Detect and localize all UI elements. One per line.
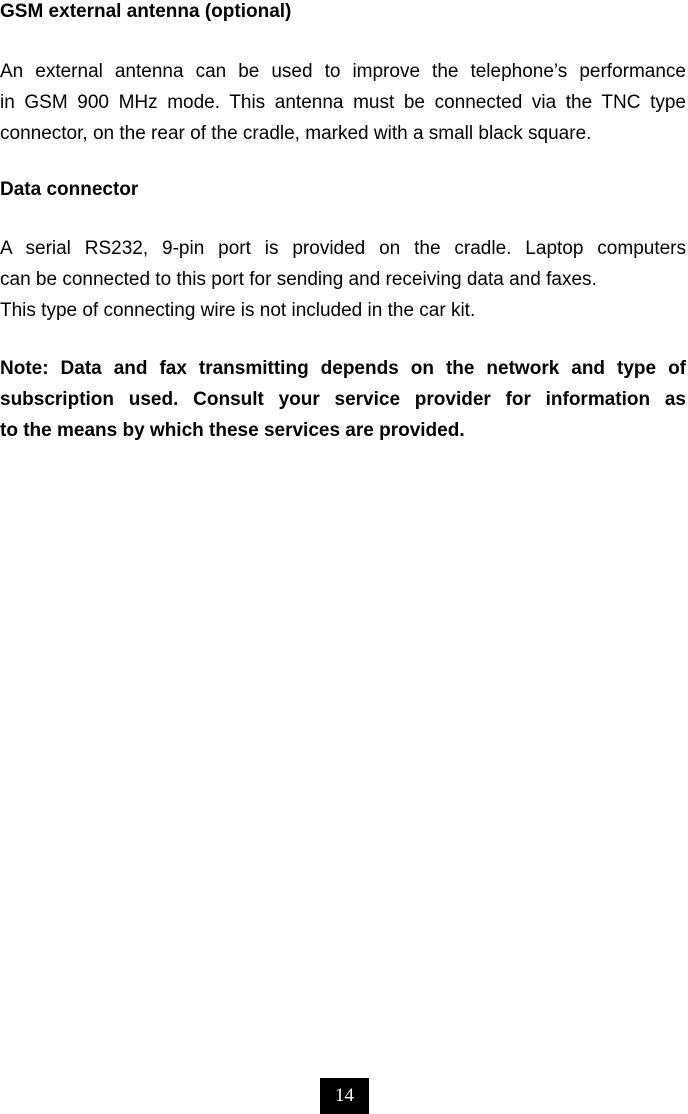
note-paragraph (0, 353, 686, 446)
antenna-heading: GSM external antenna (optional) (0, 1, 292, 22)
note-line-1: Note: Data and fax transmitting depends on the network and type of (0, 358, 686, 379)
data-connector-line-2: can be connected to this port for sending and receiving data and faxes. (0, 269, 597, 290)
data-connector-line-3: This type of connecting wire is not included in the car kit. (0, 300, 476, 321)
note-line-3: to the means by which these services are provided. (0, 420, 465, 441)
note-line-2: subscription used. Consult your service provider for information as (0, 389, 686, 410)
antenna-paragraph (0, 56, 686, 149)
antenna-line-2: in GSM 900 MHz mode. This antenna must be connected via the TNC type (0, 92, 686, 113)
page-number: 14 (320, 1078, 369, 1114)
antenna-line-3: connector, on the rear of the cradle, marked with a small black square. (0, 123, 592, 144)
data-connector-heading: Data connector (0, 179, 139, 200)
data-connector-line-1: A serial RS232, 9-pin port is provided on the cradle. Laptop computers (0, 238, 686, 259)
antenna-line-1: An external antenna can be used to improve the telephone’s performance (0, 61, 686, 82)
data-connector-paragraph (0, 233, 686, 326)
